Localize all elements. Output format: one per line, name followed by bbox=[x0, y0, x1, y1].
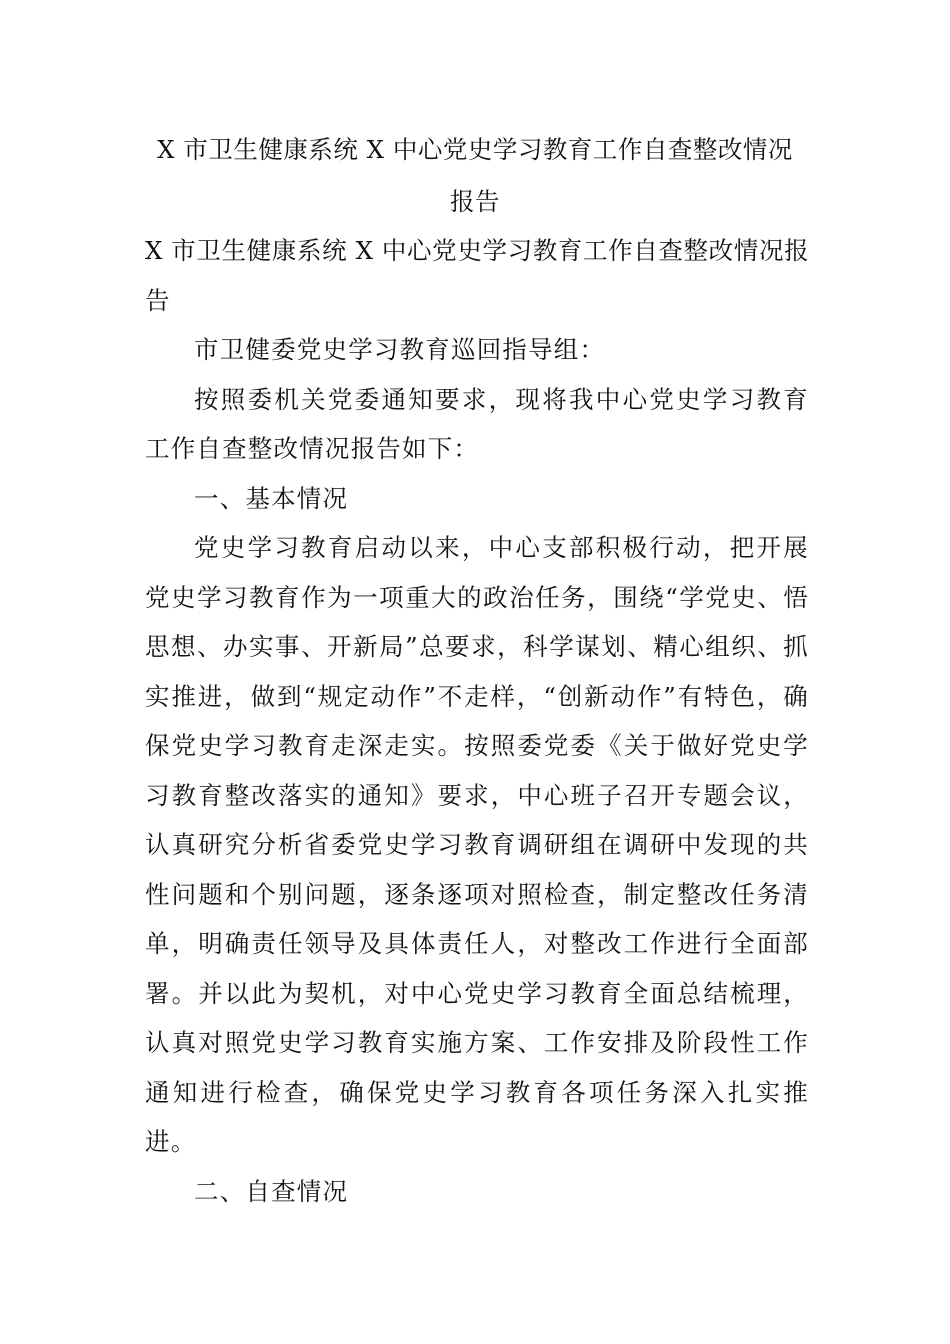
document-title-line-2: 报告 bbox=[450, 187, 500, 216]
intro-paragraph: 按照委机关党委通知要求，现将我中心党史学习教育工作自查整改情况报告如下： bbox=[145, 384, 809, 463]
section-2-heading: 二、自查情况 bbox=[194, 1176, 349, 1206]
section-1-heading: 一、基本情况 bbox=[194, 483, 349, 513]
document-title-line-1: X 市卫生健康系统 X 中心党史学习教育工作自查整改情况 bbox=[157, 135, 793, 164]
document-body bbox=[145, 226, 809, 1216]
salutation: 市卫健委党史学习教育巡回指导组： bbox=[194, 335, 606, 364]
section-1-paragraph: 党史学习教育启动以来，中心支部积极行动，把开展党史学习教育作为一项重大的政治任务，围绕“学党史、悟思想、办实事、开新局”总要求，科学谋划、精心组织、抓实推进，做到“规定动作”不走样，“创新动作”有特色，确保党史学习教育走深走实。按照委党委《关于做好党史学习教育整改落实的通知》要求，中心班子召开专题会议，认真研究分析省委党史学习教育调研组在调研中发现的共性问题和个别问题，逐条逐项对照检查，制定整改任务清单，明确责任领导及具体责任人，对整改工作进行全面部署。并以此为契机，对中心党史学习教育全面总结梳理，认真对照党史学习教育实施方案、工作安排及阶段性工作通知进行检查，确保党史学习教育各项任务深入扎实推进。 bbox=[145, 533, 809, 1156]
document-subtitle: X 市卫生健康系统 X 中心党史学习教育工作自查整改情况报告 bbox=[145, 236, 809, 315]
